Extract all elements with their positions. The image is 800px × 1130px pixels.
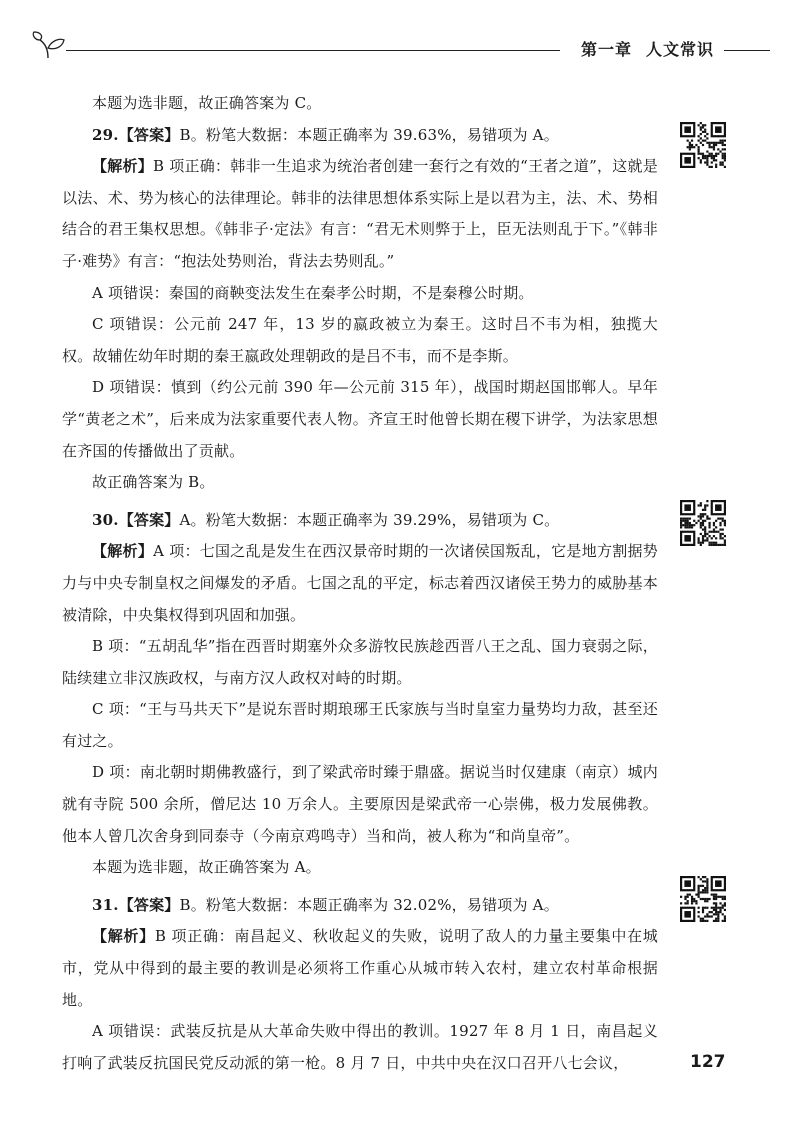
answer-30: 30.【答案】A。粉笔大数据：本题正确率为 39.29%，易错项为 C。 [92,510,560,529]
running-header [30,30,770,64]
answer-29: 29.【答案】B。粉笔大数据：本题正确率为 39.63%，易错项为 A。 [92,125,559,144]
paragraph: A 项错误：武装反抗是从大革命失败中得出的教训。1927 年 8 月 1 日，南昌起义打响了武装反抗国民党反动派的第一枪。8 月 7 日，中共中央在汉口召开八七会议， [62,1022,658,1072]
qr-code-graphic [680,876,726,922]
paragraph: 本题为选非题，故正确答案为 A。 [92,858,321,877]
qr-code-icon[interactable] [680,876,726,922]
chapter-heading [581,37,714,60]
qr-code-icon[interactable] [680,122,726,168]
qr-code-graphic [680,122,726,168]
sprout-icon [30,30,70,62]
page-number: 127 [690,1052,726,1072]
analysis-31: 【解析】B 项正确：南昌起义、秋收起义的失败，说明了敌人的力量主要集中在城市，党从中得到的最主要的教训是必须将工作重心从城市转入农村，建立农村革命根据地。 [62,927,658,1009]
answer-tag: 30.【答案】 [92,510,180,529]
qr-code-icon[interactable] [680,500,726,546]
analysis-29: 【解析】B 项正确：韩非一生追求为统治者创建一套行之有效的“王者之道”，这就是以法、术、势为核心的法律理论。韩非的法律思想体系实际上是以君为主，法、术、势相结合的君王集权思想。《韩非子·定法》有言：“君无术则弊于上，臣无法则乱于下。”《韩非子·难势》有言：“抱法处势则治，背法去势则乱。” [62,157,658,270]
answer-31: 31.【答案】B。粉笔大数据：本题正确率为 32.02%，易错项为 A。 [92,895,559,914]
paragraph: C 项：“王与马共天下”是说东晋时期琅琊王氏家族与当时皇室力量势均力敌，甚至还有过之。 [62,700,658,750]
analysis-tag: 【解析】 [92,927,155,946]
chapter-number: 第一章 [580,40,632,59]
paragraph: D 项：南北朝时期佛教盛行，到了梁武帝时臻于鼎盛。据说当时仅建康（南京）城内就有寺院 500 余所，僧尼达 10 万余人。主要原因是梁武帝一心崇佛，极力发展佛教。他本人曾几次舍身到同泰寺（今南京鸡鸣寺）当和尚，被人称为“和尚皇帝”。 [62,763,658,845]
answer-explanations [62,88,658,1079]
chapter-title: 人文常识 [645,40,714,59]
paragraph: D 项错误：慎到（约公元前 390 年—公元前 315 年），战国时期赵国邯郸人。早年学“黄老之术”，后来成为法家重要代表人物。齐宣王时他曾长期在稷下讲学，为法家思想在齐国的传播做出了贡献。 [62,378,658,460]
answer-tag: 29.【答案】 [92,125,180,144]
paragraph: A 项错误：秦国的商鞅变法发生在秦孝公时期，不是秦穆公时期。 [92,283,534,302]
analysis-tag: 【解析】 [92,542,154,561]
paragraph: 本题为选非题，故正确答案为 C。 [92,94,322,112]
analysis-tag: 【解析】 [92,157,154,176]
paragraph: 故正确答案为 B。 [92,473,215,492]
header-rule-left [66,50,560,51]
answer-tag: 31.【答案】 [92,895,180,914]
qr-code-graphic [680,500,726,546]
header-rule-right [724,50,770,51]
paragraph: B 项：“五胡乱华”指在西晋时期塞外众多游牧民族趁西晋八王之乱、国力衰弱之际，陆续建立非汉族政权，与南方汉人政权对峙的时期。 [62,637,658,687]
paragraph: C 项错误：公元前 247 年，13 岁的嬴政被立为秦王。这时吕不韦为相，独揽大权。故辅佐幼年时期的秦王嬴政处理朝政的是吕不韦，而不是李斯。 [62,315,658,365]
analysis-30: 【解析】A 项：七国之乱是发生在西汉景帝时期的一次诸侯国叛乱，它是地方割据势力与中央专制皇权之间爆发的矛盾。七国之乱的平定，标志着西汉诸侯王势力的威胁基本被清除，中央集权得到巩固和加强。 [62,542,659,624]
